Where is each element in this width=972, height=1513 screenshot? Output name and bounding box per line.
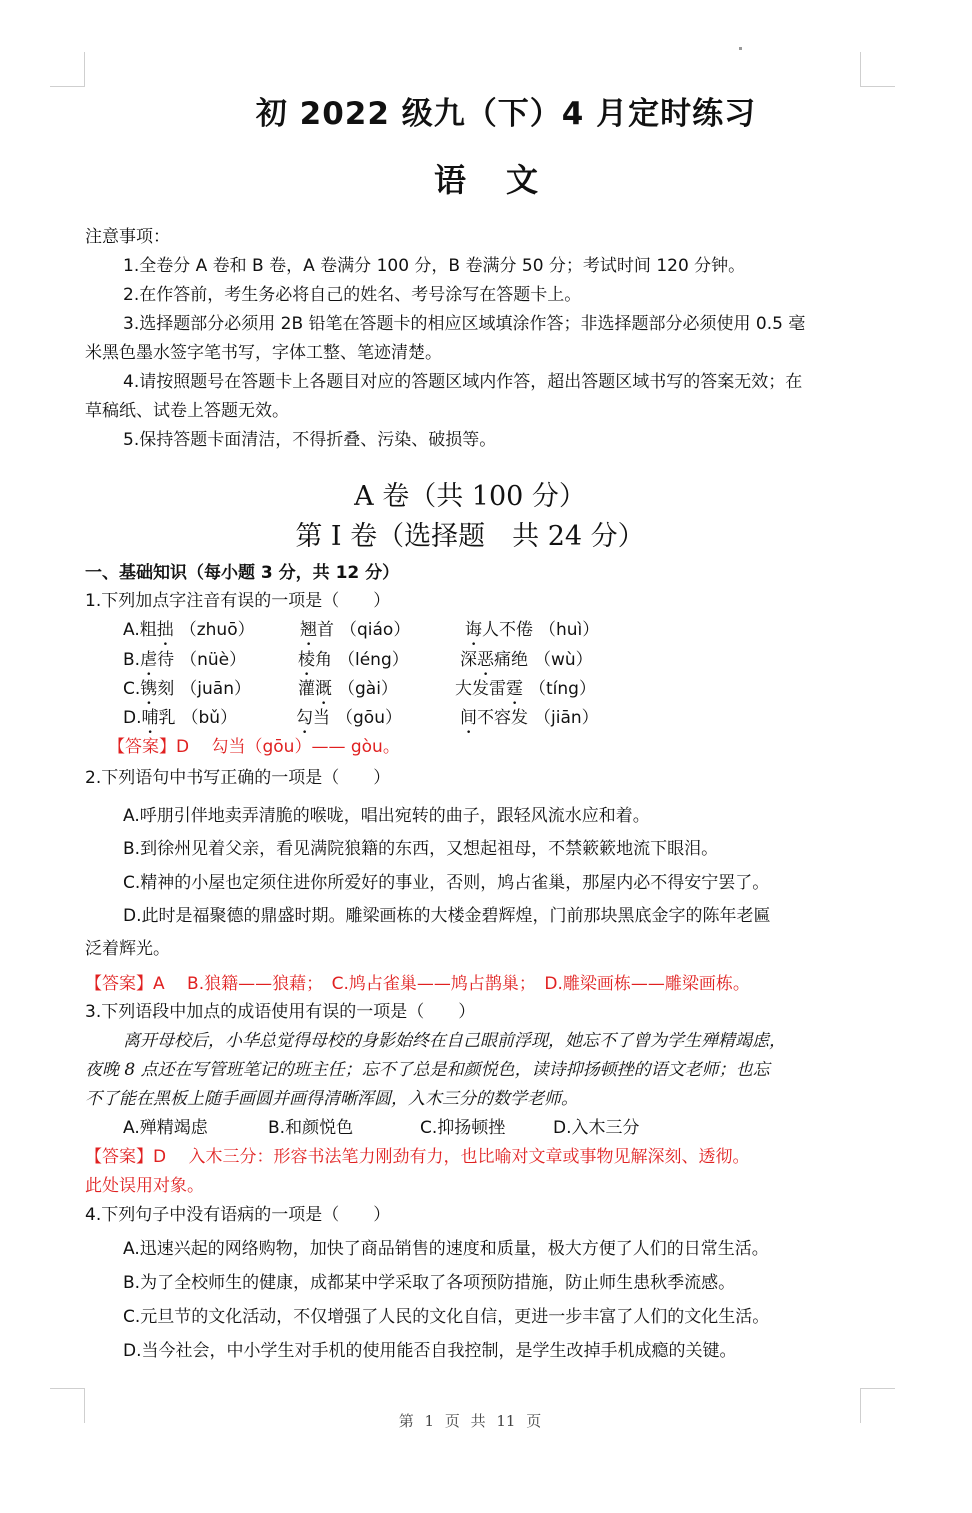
crop-mark-top-right [860, 52, 895, 87]
notice-heading: 注意事项： [85, 227, 170, 247]
q1-option-py: （huì） [539, 620, 600, 640]
q1-option-item [298, 677, 398, 709]
notice-item: 4.请按照题号在答题卡上各题目对应的答题区域内作答，超出答题区域书写的答案无效；在 [123, 372, 803, 392]
notice-item: 1.全卷分 A 卷和 B 卷，A 卷满分 100 分，B 卷满分 50 分；考试时间 120 分钟。 [123, 256, 746, 276]
q1-option-rest: 不容发 [477, 708, 528, 728]
q3-options [123, 1116, 640, 1140]
q1-option-py: （wù） [534, 650, 593, 670]
q1-option-item [455, 677, 596, 709]
page-footer: 第 1 页 共 11 页 [398, 1412, 542, 1430]
q1-option-py: （qiáo） [340, 620, 411, 640]
q1-option-py: （bǔ） [181, 708, 238, 728]
q1-option-item [460, 648, 593, 680]
q3-answer [85, 1145, 750, 1169]
q1-option-label: 深 [460, 650, 477, 670]
q1-option-rest: 角 [315, 650, 332, 670]
q1-option-label: C. [123, 679, 141, 699]
q1-option-label: 大发雷 [455, 679, 506, 699]
q2-option-c: C.精神的小屋也定须住进你所爱好的事业，否则，鸠占雀巢，那屋内必不得安宁罢了。 [123, 873, 770, 893]
section-a-title: A 卷（共 100 分） [354, 481, 586, 512]
q1-option-label: B. [123, 650, 141, 670]
q1-option-item [296, 706, 402, 738]
q1-stem: 1.下列加点字注音有误的一项是（ ） [85, 591, 391, 611]
q1-option-py: （gōu） [336, 708, 402, 728]
q3-passage-line: 不了能在黑板上随手画圆并画得清晰浑圆，入木三分的数学老师。 [85, 1089, 578, 1109]
q2-option-a: A.呼朋引伴地卖弄清脆的喉咙，唱出宛转的曲子，跟轻风流水应和着。 [123, 806, 650, 826]
answer-text: D 勾当（gōu）—— gòu。 [176, 737, 400, 757]
q3-option-c: C.抑扬顿挫 [420, 1118, 506, 1138]
q1-option-dot: 恶 [477, 650, 494, 670]
q1-option-item [298, 648, 409, 680]
q3-option-a: A.殚精竭虑 [123, 1118, 208, 1138]
q1-option-rest: 刻 [157, 679, 175, 699]
basic-knowledge-title: 一、基础知识（每小题 3 分，共 12 分） [85, 563, 400, 583]
q1-option-py: （léng） [338, 650, 409, 670]
q1-option-dot: 虐 [140, 650, 158, 670]
q1-option-item [300, 618, 410, 650]
answer-tag: 【答案】 [85, 974, 153, 994]
q1-option-item [123, 648, 246, 680]
q4-option-d: D.当今社会，中小学生对手机的使用能否自我控制，是学生改掉手机成瘾的关键。 [123, 1341, 737, 1361]
q2-stem: 2.下列语句中书写正确的一项是（ ） [85, 768, 391, 788]
q4-option-a: A.迅速兴起的网络购物，加快了商品销售的速度和质量，极大方便了人们的日常生活。 [123, 1239, 769, 1259]
q1-option-rest: 首 [317, 620, 334, 640]
part-one-title: 第 I 卷（选择题 共 24 分） [295, 521, 645, 552]
q1-option-dot: 拙 [156, 620, 174, 640]
notice-item-cont: 米黑色墨水签字笔书写，字体工整、笔迹清楚。 [85, 343, 442, 363]
q2-option-d-cont: 泛着辉光。 [85, 939, 170, 959]
q4-stem: 4.下列句子中没有语病的一项是（ ） [85, 1205, 391, 1225]
q4-option-b: B.为了全校师生的健康，成都某中学采取了各项预防措施，防止师生患秋季流感。 [123, 1273, 736, 1293]
q1-option-dot: 霆 [506, 679, 523, 699]
q1-option-rest: 乳 [158, 708, 176, 728]
answer-text: A B.狼籍——狼藉； C.鸠占雀巢——鸠占鹊巢； D.雕梁画栋——雕梁画栋。 [153, 974, 750, 994]
q1-option-dot: 哺 [141, 708, 159, 728]
q1-option-rest: 待 [157, 650, 175, 670]
notice-item: 5.保持答题卡面清洁，不得折叠、污染、破损等。 [123, 430, 497, 450]
q1-option-dot: 棱 [298, 650, 315, 670]
q2-option-d: D.此时是福聚德的鼎盛时期。雕梁画栋的大楼金碧辉煌，门前那块黑底金字的陈年老匾 [123, 906, 771, 926]
q1-option-py: （tíng） [529, 679, 596, 699]
q3-option-d: D.入木三分 [553, 1118, 640, 1138]
exam-title: 初 2022 级九（下）4 月定时练习 [255, 96, 757, 132]
answer-tag: 【答案】 [85, 1147, 153, 1167]
q1-option-dot: 勾 [296, 708, 313, 728]
q1-option-py: （juān） [180, 679, 251, 699]
answer-tag: 【答案】 [108, 737, 176, 757]
q3-stem: 3.下列语段中加点的成语使用有误的一项是（ ） [85, 1002, 476, 1022]
q1-option-py: （jiān） [534, 708, 599, 728]
notice-item-cont: 草稿纸、试卷上答题无效。 [85, 401, 289, 421]
q2-answer [85, 972, 750, 996]
q1-option-dot: 翘 [300, 620, 317, 640]
q1-option-py: （gài） [338, 679, 398, 699]
q1-answer [108, 735, 400, 759]
q1-option-py: （zhuō） [179, 620, 255, 640]
q3-option-b: B.和颜悦色 [268, 1118, 354, 1138]
q3-passage-line: 夜晚 8 点还在写管班笔记的班主任；忘不了总是和颜悦色，读诗抑扬顿挫的语文老师；也忘 [85, 1060, 770, 1080]
notice-item: 3.选择题部分必须用 2B 铅笔在答题卡的相应区域填涂作答；非选择题部分必须使用 0.5 毫 [123, 314, 806, 334]
q1-option-item [465, 618, 599, 650]
exam-subject: 语文 [433, 161, 578, 199]
q1-option-rest: 当 [313, 708, 330, 728]
q1-option-label: A.粗 [123, 620, 157, 640]
q1-option-item [123, 706, 237, 738]
scan-dot [739, 47, 742, 50]
notice-item: 2.在作答前，考生务必将自己的姓名、考号涂写在答题卡上。 [123, 285, 582, 305]
q1-option-label: 灌 [298, 679, 315, 699]
q2-option-b: B.到徐州见着父亲，看见满院狼籍的东西，又想起祖母，不禁簌簌地流下眼泪。 [123, 839, 719, 859]
q1-option-dot: 诲 [465, 620, 482, 640]
q1-option-item [123, 677, 251, 709]
q3-answer-cont: 此处误用对象。 [85, 1176, 204, 1196]
answer-text: D 入木三分：形容书法笔力刚劲有力，也比喻对文章或事物见解深刻、透彻。 [153, 1147, 750, 1167]
q1-option-dot: 间 [460, 708, 477, 728]
q3-passage-line: 离开母校后，小华总觉得母校的身影始终在自己眼前浮现，她忘不了曾为学生殚精竭虑， [123, 1031, 786, 1051]
q1-option-dot: 溉 [315, 679, 332, 699]
q4-option-c: C.元旦节的文化活动，不仅增强了人民的文化自信，更进一步丰富了人们的文化生活。 [123, 1307, 770, 1327]
q1-option-rest: 痛绝 [494, 650, 528, 670]
q1-option-rest: 人不倦 [482, 620, 533, 640]
q1-option-label: D. [123, 708, 142, 728]
q1-option-py: （nüè） [180, 650, 247, 670]
q1-option-item [123, 618, 255, 650]
q1-option-item [460, 706, 599, 738]
crop-mark-top-left [50, 52, 85, 87]
q1-option-dot: 镌 [140, 679, 158, 699]
